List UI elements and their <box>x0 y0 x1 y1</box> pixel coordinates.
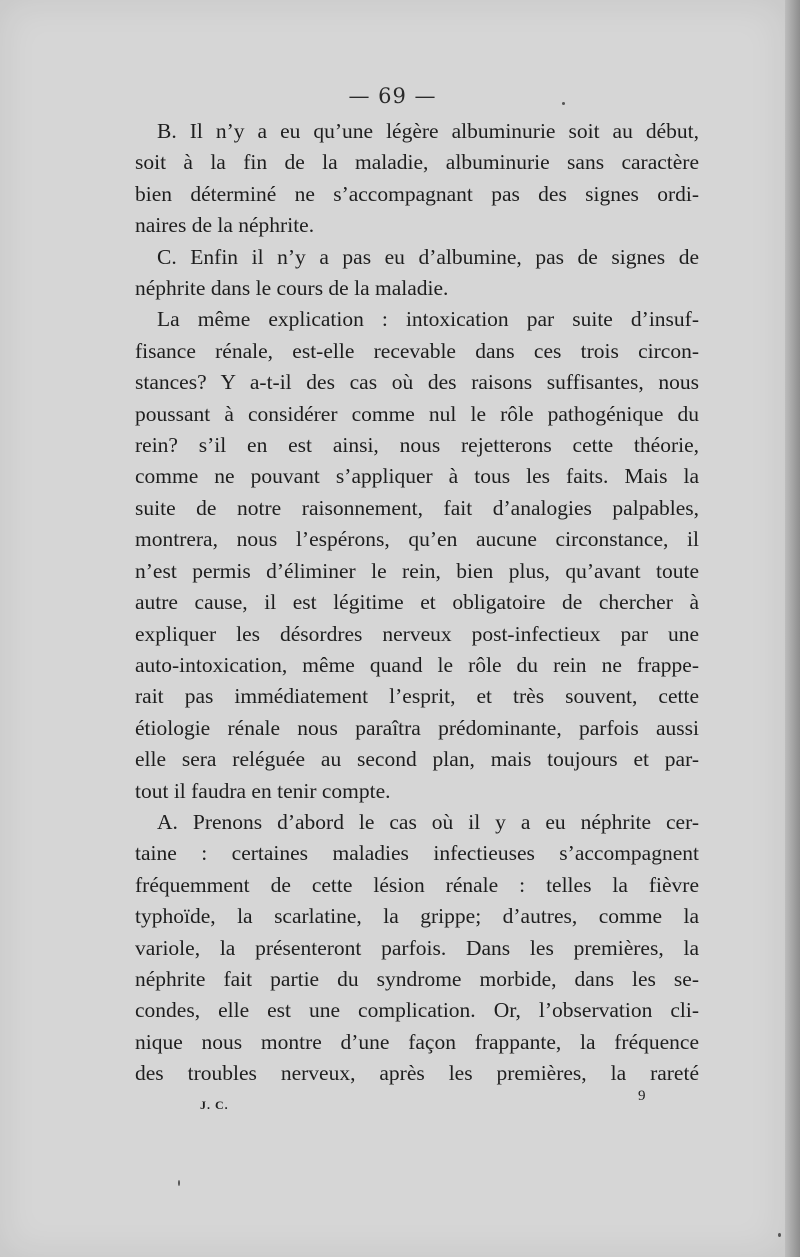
text-line: condes, elle est une complication. Or, l’observation cli- <box>135 998 699 1023</box>
text-line: tout il faudra en tenir compte. <box>135 778 391 803</box>
signature-number: 9 <box>638 1088 646 1104</box>
page-number: — 69 — <box>348 84 437 108</box>
text-line: rein? s’il en est ainsi, nous rejetterons cette théorie, <box>135 433 699 458</box>
text-line: comme ne pouvant s’appliquer à tous les faits. Mais la <box>135 464 699 489</box>
text-line: variole, la présenteront parfois. Dans les premières, la <box>135 935 699 960</box>
page-edge-shadow <box>785 0 800 1257</box>
text-line: autre cause, il est légitime et obligatoire de chercher à <box>135 590 699 615</box>
text-line: néphrite dans le cours de la maladie. <box>135 276 449 301</box>
text-line: La même explication : intoxication par suite d’insuf- <box>157 307 699 332</box>
text-line: fréquemment de cette lésion rénale : telles la fièvre <box>135 872 699 897</box>
text-line: néphrite fait partie du syndrome morbide, dans les se- <box>135 966 699 991</box>
text-line: expliquer les désordres nerveux post-infectieux par une <box>135 621 699 646</box>
text-line: des troubles nerveux, après les premières, la rareté <box>135 1061 699 1086</box>
text-line: B. Il n’y a eu qu’une légère albuminurie soit au début, <box>157 119 699 143</box>
text-line: nique nous montre d’une façon frappante, la fréquence <box>135 1029 699 1054</box>
text-line: typhoïde, la scarlatine, la grippe; d’autres, comme la <box>135 904 699 929</box>
text-line: suite de notre raisonnement, fait d’analogies palpables, <box>135 495 699 520</box>
paragraph-c <box>135 242 699 305</box>
signature-mark: J. C. <box>200 1098 229 1112</box>
text-line: C. Enfin il n’y a pas eu d’albumine, pas de signes de <box>157 244 699 269</box>
text-line: auto-intoxication, même quand le rôle du rein ne frappe- <box>135 652 699 677</box>
text-line: étiologie rénale nous paraîtra prédominante, parfois aussi <box>135 715 699 740</box>
paper-speck <box>562 102 565 105</box>
text-line: soit à la fin de la maladie, albuminurie sans caractère <box>135 150 699 175</box>
paragraph-explication <box>135 304 699 807</box>
text-line: naires de la néphrite. <box>135 213 315 238</box>
text-line: elle sera reléguée au second plan, mais toujours et par- <box>135 747 699 772</box>
text-line: stances? Y a-t-il des cas où des raisons suffisantes, nous <box>135 370 699 395</box>
body-text <box>135 116 699 1090</box>
text-line: taine : certaines maladies infectieuses s’accompagnent <box>135 841 699 866</box>
paragraph-a <box>135 807 699 1090</box>
text-line: A. Prenons d’abord le cas où il y a eu néphrite cer- <box>157 809 699 834</box>
text-line: n’est permis d’éliminer le rein, bien plus, qu’avant toute <box>135 558 699 583</box>
paragraph-b <box>135 116 699 242</box>
paper-speck <box>178 1180 180 1186</box>
text-line: bien déterminé ne s’accompagnant pas des signes ordi- <box>135 181 699 206</box>
paper-speck <box>778 1233 781 1237</box>
text-line: fisance rénale, est-elle recevable dans ces trois circon- <box>135 338 699 363</box>
text-line: poussant à considérer comme nul le rôle pathogénique du <box>135 401 699 426</box>
text-line: montrera, nous l’espérons, qu’en aucune circonstance, il <box>135 527 699 552</box>
text-line: rait pas immédiatement l’esprit, et très souvent, cette <box>135 684 699 709</box>
